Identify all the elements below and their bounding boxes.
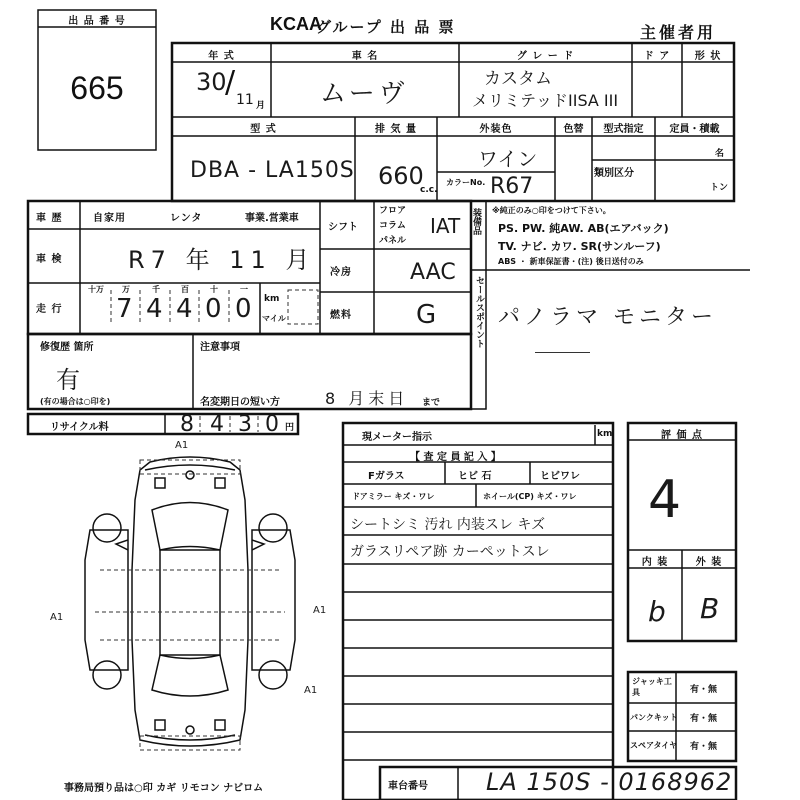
- shift-value: IAT: [430, 214, 461, 238]
- rating-score: 4: [648, 470, 682, 530]
- deadline-label: 名変期日の短い方: [200, 397, 280, 408]
- tool-puncture-opts: 有・無: [690, 714, 718, 724]
- repair-label: 修復歴 箇所: [40, 342, 94, 353]
- chip-crack-label: ヒビ 石: [458, 471, 492, 482]
- mileage-unit-10k: 万: [122, 285, 130, 294]
- exterior-label: 外 装: [695, 557, 723, 568]
- recycle-unit: 円: [285, 423, 295, 433]
- mileage-digit-3: 4: [176, 294, 193, 324]
- lot-number-value: 665: [70, 70, 124, 106]
- recycle-digit-2: 4: [210, 412, 224, 437]
- tool-spare-label: スペアタイヤ: [630, 741, 678, 750]
- chassis-value: LA 150S - 0168962: [486, 768, 733, 796]
- recycle-digit-3: 3: [238, 412, 252, 437]
- tool-puncture-label: パンクキット: [630, 713, 678, 722]
- tool-spare-opts: 有・無: [690, 742, 718, 752]
- deadline-suffix: まで: [422, 398, 441, 408]
- door-label: ド ア: [643, 51, 671, 62]
- equipment-line3: ABS ・ 新車保証書・(注) 後日送付のみ: [498, 257, 644, 266]
- color-no-label: カラーNo.: [446, 178, 486, 187]
- year-label: 年 式: [208, 51, 235, 62]
- form-role: 主催者用: [640, 23, 717, 42]
- rating-label: 評 価 点: [661, 430, 703, 441]
- inspector-note-2: ガラスリペア跡 カーペットスレ: [350, 544, 550, 560]
- damage-mark-rear: A1: [304, 685, 318, 696]
- recycle-label: リサイクル料: [50, 422, 109, 433]
- exterior-score: B: [700, 592, 720, 625]
- shift-column: コラム: [379, 221, 406, 231]
- model-value: DBA - LA150S: [190, 158, 355, 183]
- inspection-label: 車 検: [36, 254, 63, 265]
- repair-value: 有: [56, 366, 80, 394]
- cc-unit: c.c.: [420, 185, 438, 195]
- grade-line2: メリミテッドIISA III: [472, 91, 619, 110]
- crack-label: ヒビワレ: [540, 471, 580, 482]
- mile-label: マイル: [262, 314, 286, 323]
- shift-label: シフト: [328, 222, 358, 233]
- caution-label: 注意事項: [200, 342, 240, 353]
- shift-floor: フロア: [379, 206, 407, 216]
- mileage-unit-100k: 十万: [88, 285, 104, 294]
- displacement-label: 排 気 量: [375, 124, 417, 135]
- equipment-side-label: 装備品: [471, 208, 481, 235]
- mileage-digit-1: 7: [116, 294, 133, 324]
- door-mirror-label: ドアミラー キズ・ワレ: [352, 492, 435, 501]
- mileage-unit-100: 百: [181, 285, 189, 294]
- car-name-label: 車 名: [351, 51, 379, 62]
- class-label: 類別区分: [594, 168, 634, 179]
- mileage-unit-10: 十: [210, 285, 218, 294]
- car-name-value: ムーヴ: [320, 79, 409, 109]
- month-value: 11: [236, 92, 254, 108]
- sales-point-label: セールスポイント: [474, 276, 484, 348]
- year-value: 30: [196, 68, 227, 96]
- recycle-digit-4: 0: [265, 412, 279, 437]
- inspection-value: R7 年 11 月: [128, 246, 316, 274]
- equipment-note: ※純正のみ○印をつけて下さい。: [492, 206, 611, 215]
- interior-label: 内 装: [641, 557, 669, 568]
- tool-jack-label: ジャッキ工具: [632, 677, 672, 697]
- persons-unit: 名: [715, 149, 725, 159]
- type-designation-label: 型式指定: [603, 124, 644, 135]
- repair-note: (有の場合は○印を): [40, 397, 111, 406]
- capacity-label: 定員・積載: [669, 124, 720, 135]
- inspector-note-1: シートシミ 汚れ 内装スレ キズ: [350, 517, 546, 533]
- meter-unit: km: [597, 429, 613, 439]
- car-damage-diagram: [40, 440, 330, 770]
- sales-point-text: パノラマ モニター: [498, 305, 717, 330]
- chassis-label: 車台番号: [388, 781, 428, 792]
- color-change-label: 色替: [563, 124, 584, 135]
- history-private: 自家用: [93, 213, 126, 224]
- mileage-digit-2: 4: [146, 294, 163, 324]
- mileage-digit-4: 0: [205, 294, 222, 324]
- equipment-line2: TV. ナビ. カワ. SR(サンルーフ): [498, 240, 661, 253]
- mileage-unit-1: 一: [240, 285, 248, 294]
- meter-label: 現メーター指示: [362, 432, 432, 443]
- km-label: km: [264, 294, 280, 304]
- damage-mark-right: A1: [313, 605, 327, 616]
- inspector-title: 【 査 定 員 記 入 】: [410, 452, 501, 463]
- keys-note: 事務局預り品は○印 カギ リモコン ナビロム: [64, 783, 264, 794]
- form-title: グループ 出 品 票: [316, 18, 456, 36]
- shape-label: 形 状: [694, 51, 722, 62]
- fuel-label: 燃料: [330, 310, 352, 321]
- deadline-value: 8 月末日: [325, 389, 409, 408]
- color-label: 外装色: [479, 124, 513, 135]
- f-glass-label: Fガラス: [368, 471, 405, 482]
- equipment-line1: PS. PW. 純AW. AB(エアバック): [498, 222, 669, 235]
- fuel-value: G: [416, 300, 437, 330]
- recycle-digit-1: 8: [180, 412, 194, 437]
- damage-mark-left: A1: [50, 612, 64, 623]
- history-rental: レンタ: [170, 213, 203, 224]
- model-label: 型 式: [250, 124, 277, 135]
- damage-mark-top: A1: [175, 440, 189, 451]
- ac-value: AAC: [410, 260, 456, 285]
- history-label: 車 歴: [36, 213, 63, 224]
- ac-label: 冷房: [330, 267, 352, 278]
- interior-score: b: [648, 595, 666, 628]
- color-no-value: R67: [490, 174, 534, 199]
- shift-panel: パネル: [379, 236, 407, 246]
- lot-number-label: 出 品 番 号: [68, 16, 126, 27]
- displacement-value: 660: [378, 162, 424, 190]
- grade-line1: カスタム: [484, 69, 552, 89]
- tons-unit: トン: [710, 183, 729, 193]
- color-value: ワイン: [478, 147, 538, 171]
- month-unit: 月: [256, 101, 266, 111]
- org-logo: KCAA: [270, 14, 322, 34]
- wheel-label: ホイール(CP) キズ・ワレ: [483, 492, 577, 501]
- mileage-label: 走 行: [36, 304, 63, 315]
- history-business: 事業.営業車: [245, 213, 299, 224]
- grade-label: グ レ ー ド: [516, 51, 575, 62]
- mileage-unit-1k: 千: [152, 285, 160, 294]
- tool-jack-opts: 有・無: [690, 685, 718, 695]
- mileage-digit-5: 0: [235, 294, 252, 324]
